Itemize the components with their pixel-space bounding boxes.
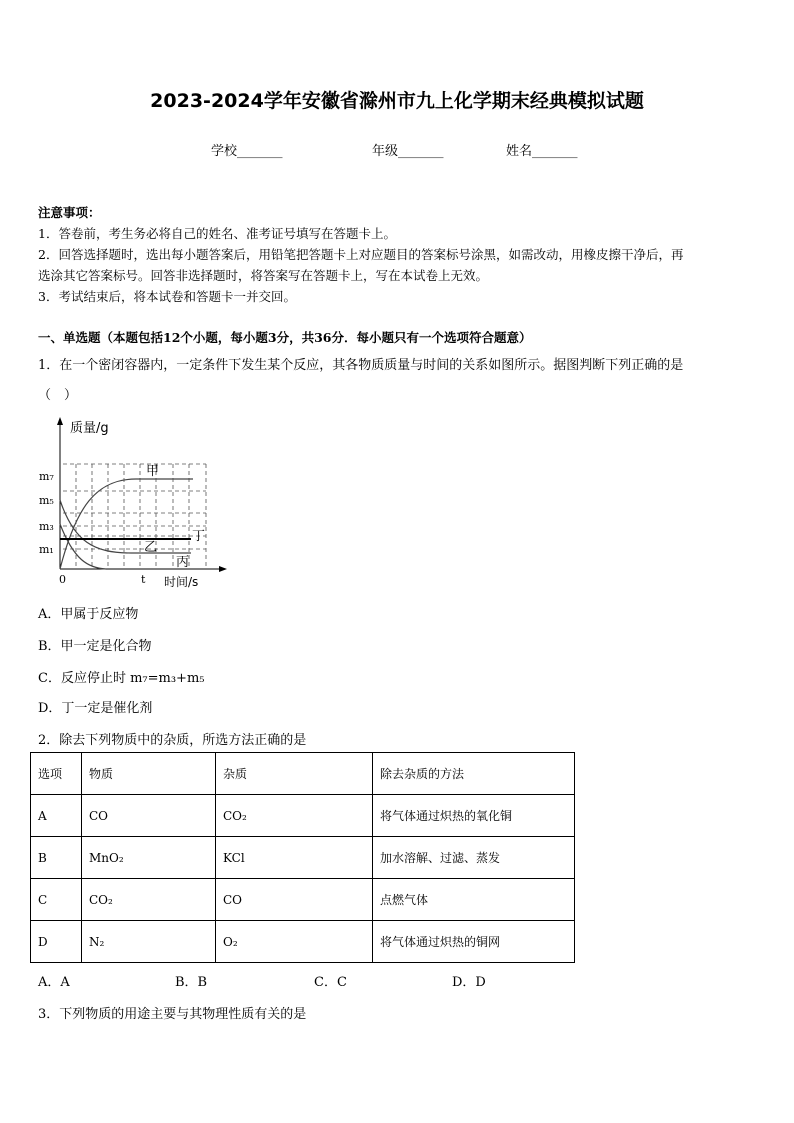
q1-option-c[interactable]: C．反应停止时 m₇=m₃+m₅ <box>38 671 205 686</box>
q2-option-c[interactable]: C．C <box>314 975 347 990</box>
x-axis-label: 时间/s <box>164 575 199 589</box>
q1-option-d[interactable]: D．丁一定是催化剂 <box>38 701 153 716</box>
table-cell: KCl <box>216 837 373 879</box>
school-field[interactable]: 学校_______ <box>211 144 283 159</box>
impurity-table <box>30 752 575 963</box>
y-axis-arrow <box>57 417 63 425</box>
table-cell: O₂ <box>216 921 373 963</box>
question-1-stem-bracket: （ ） <box>38 388 78 403</box>
table-cell: CO <box>82 795 216 837</box>
table-cell: B <box>31 837 82 879</box>
question-2-stem: 2．除去下列物质中的杂质，所选方法正确的是 <box>38 733 307 748</box>
table-cell: D <box>31 921 82 963</box>
table-cell: CO₂ <box>216 795 373 837</box>
table-cell: N₂ <box>82 921 216 963</box>
q1-option-a[interactable]: A．甲属于反应物 <box>38 607 139 622</box>
y-tick-label: m₅ <box>39 494 54 507</box>
notice-item: 1．答卷前，考生务必将自己的姓名、准考证号填写在答题卡上。 <box>38 226 396 241</box>
table-cell: CO <box>216 879 373 921</box>
series-yi-label: 乙 <box>144 540 158 555</box>
origin-label: 0 <box>59 573 66 586</box>
notice-item: 2．回答选择题时，选出每小题答案后，用铅笔把答题卡上对应题目的答案标号涂黑，如需改动，用橡皮擦干净后，再 <box>38 247 684 262</box>
notice-item: 选涂其它答案标号。回答非选择题时，将答案写在答题卡上，写在本试卷上无效。 <box>38 268 489 283</box>
table-cell: A <box>31 795 82 837</box>
table-cell: C <box>31 879 82 921</box>
table-header-row <box>31 753 575 795</box>
q2-option-b[interactable]: B．B <box>175 975 208 990</box>
table-cell: 加水溶解、过滤、蒸发 <box>373 837 575 879</box>
y-tick-label: m₃ <box>39 520 54 533</box>
table-cell: 点燃气体 <box>373 879 575 921</box>
series-ding-label: 丁 <box>192 529 206 544</box>
x-tick-t: t <box>141 573 146 586</box>
notice-item: 3．考试结束后，将本试卷和答题卡一并交回。 <box>38 289 296 304</box>
table-header-cell: 选项 <box>31 753 82 795</box>
series-yi-line <box>60 500 191 553</box>
table-header-cell: 杂质 <box>216 753 373 795</box>
table-header-cell: 物质 <box>82 753 216 795</box>
y-axis-label: 质量/g <box>70 421 109 436</box>
q2-option-d[interactable]: D．D <box>452 975 486 990</box>
x-axis-arrow <box>219 566 227 572</box>
table-row <box>31 795 575 837</box>
series-jia-label: 甲 <box>146 464 160 479</box>
question-1-stem: 1．在一个密闭容器内，一定条件下发生某个反应，其各物质质量与时间的关系如图所示。据图判断下列正确的是 <box>38 358 684 373</box>
name-field[interactable]: 姓名_______ <box>506 144 578 159</box>
y-tick-label: m₁ <box>39 543 54 556</box>
question-3-stem: 3．下列物质的用途主要与其物理性质有关的是 <box>38 1007 307 1022</box>
table-cell: 将气体通过炽热的氧化铜 <box>373 795 575 837</box>
section-heading: 一、单选题（本题包括12个小题，每小题3分，共36分．每小题只有一个选项符合题意） <box>38 330 532 345</box>
table-cell: MnO₂ <box>82 837 216 879</box>
series-bing-label: 丙 <box>176 555 190 570</box>
notice-heading: 注意事项： <box>38 205 101 220</box>
mass-time-chart <box>36 412 236 592</box>
table-cell: 将气体通过炽热的铜网 <box>373 921 575 963</box>
table-row <box>31 879 575 921</box>
page-title: 2023-2024学年安徽省滁州市九上化学期末经典模拟试题 <box>150 90 644 112</box>
q1-option-b[interactable]: B．甲一定是化合物 <box>38 639 152 654</box>
table-cell: CO₂ <box>82 879 216 921</box>
table-header-cell: 除去杂质的方法 <box>373 753 575 795</box>
table-row <box>31 921 575 963</box>
y-tick-label: m₇ <box>39 470 54 483</box>
q2-option-a[interactable]: A．A <box>38 975 70 990</box>
table-row <box>31 837 575 879</box>
grade-field[interactable]: 年级_______ <box>372 144 444 159</box>
